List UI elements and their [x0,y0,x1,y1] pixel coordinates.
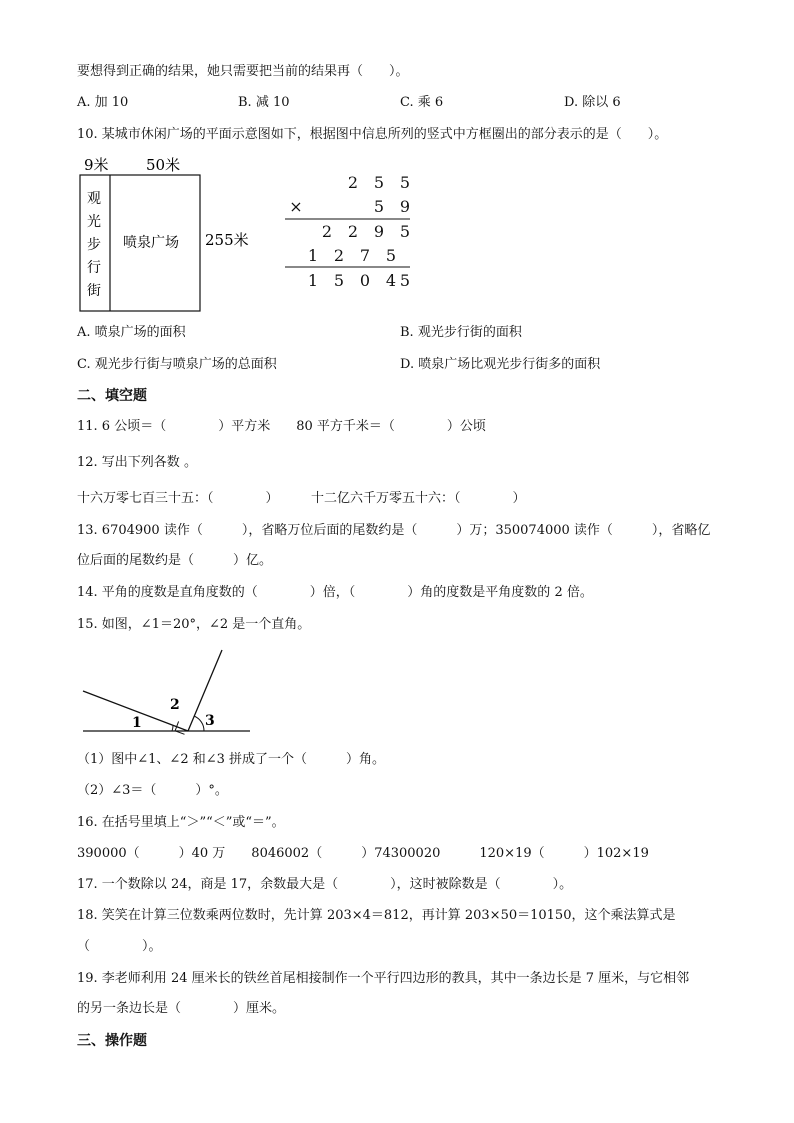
angle-2-label: 2 [170,697,180,713]
left-region-char-5: 街 [87,283,101,299]
width-left-label: 9米 [84,156,109,174]
q11-text: 11. 6 公顷＝（ ）平方米 80 平方千米＝（ ）公顷 [77,419,486,434]
q10-option-c: C. 观光步行街与喷泉广场的总面积 [77,357,277,372]
q10-option-d: D. 喷泉广场比观光步行街多的面积 [400,357,601,372]
q9-option-d: D. 除以 6 [564,95,621,110]
calc-digit: 2 [347,222,359,241]
calc-digit: 5 [373,197,385,216]
q13-line2: 位后面的尾数约是（ ）亿。 [77,553,273,568]
section-heading-operation: 三、操作题 [77,1033,147,1049]
calc-digit: 5 [399,173,411,192]
calc-digit: 0 [359,271,371,290]
angle-3-label: 3 [205,713,215,729]
right-region-label: 喷泉广场 [123,235,179,251]
q16-text: 16. 在括号里填上“＞”“＜”或“＝”。 [77,815,285,830]
q15-text: 15. 如图，∠1＝20°，∠2 是一个直角。 [77,617,311,632]
angle-1-label: 1 [132,715,142,731]
angle-1-arc [172,725,173,731]
calc-digit: 9 [399,197,411,216]
angle-figure [78,645,258,740]
calc-digit: 9 [373,222,385,241]
calc-digit: 1 [307,271,319,290]
q18-line1: 18. 笑笑在计算三位数乘两位数时，先计算 203×4＝812，再计算 203×50＝10150，这个乘法算式是 [77,908,676,923]
calc-digit: 5 [399,271,411,290]
q18-line2: （ ）。 [77,939,162,954]
angle-3-arc [194,716,204,731]
section-heading-fill-blank: 二、填空题 [77,388,147,404]
q15-sub2: （2）∠3＝（ ）°。 [77,783,228,798]
calc-lines [280,210,420,270]
plaza-diagram [70,150,260,320]
q12-text: 12. 写出下列各数 。 [77,455,197,470]
q9-option-b: B. 减 10 [238,95,290,110]
calc-digit: 5 [399,222,411,241]
width-right-label: 50米 [146,156,181,174]
q9-text: 要想得到正确的结果，她只需要把当前的结果再（ ）。 [77,64,409,79]
q17-text: 17. 一个数除以 24，商是 17，余数最大是（ ），这时被除数是（ ）。 [77,877,573,892]
q10-stem: 10. 某城市休闲广场的平面示意图如下，根据图中信息所列的竖式中方框圈出的部分表示的是（ ）。 [77,127,668,142]
calc-digit: 2 [347,173,359,192]
calc-digit: 2 [321,222,333,241]
q19-line1: 19. 李老师利用 24 厘米长的铁丝首尾相接制作一个平行四边形的教具，其中一条边长是 7 厘米，与它相邻 [77,971,690,986]
calc-digit: 5 [385,246,397,265]
left-region-char-4: 行 [87,260,101,276]
calc-digit: 5 [333,271,345,290]
q12-items: 十六万零七百三十五：（ ） 十二亿六千万零五十六：（ ） [77,491,526,506]
q16-items: 390000（ ）40 万 8046002（ ）74300020 120×19（ ）102×19 [77,846,649,861]
height-label: 255米 [205,231,249,249]
q10-option-b: B. 观光步行街的面积 [400,325,522,340]
q10-option-a: A. 喷泉广场的面积 [77,325,186,340]
left-region-char-2: 光 [87,214,101,230]
q13-line1: 13. 6704900 读作（ ），省略万位后面的尾数约是（ ）万；350074000 读作（ ），省略亿 [77,523,711,538]
q9-option-a: A. 加 10 [77,95,129,110]
calc-digit: 4 [385,271,397,290]
calc-digit: 5 [373,173,385,192]
calc-digit: 7 [359,246,371,265]
q14-text: 14. 平角的度数是直角度数的（ ）倍，（ ）角的度数是平角度数的 2 倍。 [77,585,593,600]
calc-digit: 1 [307,246,319,265]
times-sign: × [289,197,303,216]
q15-sub1: （1）图中∠1、∠2 和∠3 拼成了一个（ ）角。 [77,752,386,767]
q9-option-c: C. 乘 6 [400,95,444,110]
left-region-char-1: 观 [87,191,101,207]
calc-digit: 2 [333,246,345,265]
left-region-char-3: 步 [87,237,101,253]
q19-line2: 的另一条边长是（ ）厘米。 [77,1001,286,1016]
